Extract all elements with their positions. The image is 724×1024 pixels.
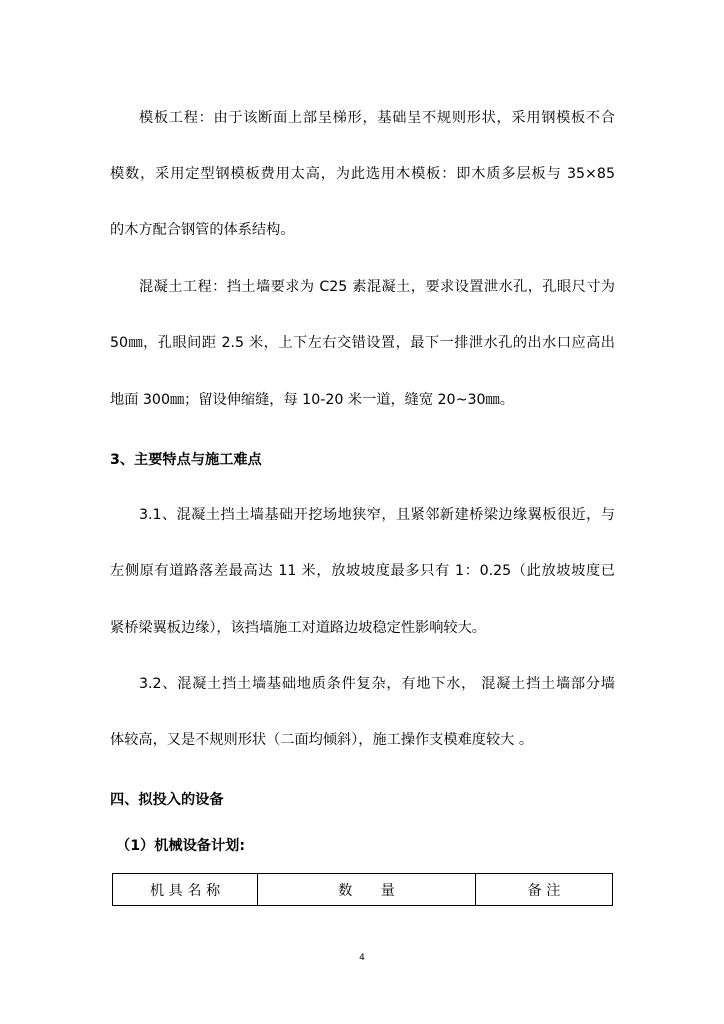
section3-p32-line-2: 体较高，又是不规则形状（二面均倾斜），施工操作支模难度较大 。 — [110, 732, 534, 748]
equipment-plan-subheading: （1）机械设备计划: — [116, 838, 246, 854]
section3-p31-line-2: 左侧原有道路落差最高达 11 米，放坡坡度最多只有 1：0.25（此放坡坡度已 — [110, 563, 615, 579]
section3-p31-line-3: 紧桥梁翼板边缘），该挡墙施工对道路边坡稳定性影响较大。 — [110, 620, 486, 636]
quantity-header: 数 量 — [258, 874, 476, 906]
section4-heading: 四、拟投入的设备 — [110, 792, 224, 808]
equipment-name-header: 机 具 名 称 — [113, 874, 258, 906]
concrete-line-2: 50㎜，孔眼间距 2.5 米，上下左右交错设置，最下一排泄水孔的出水口应高出 — [110, 335, 615, 351]
concrete-line-1: 混凝土工程：挡土墙要求为 C25 素混凝土，要求设置泄水孔，孔眼尺寸为 — [139, 279, 615, 295]
page-number: 4 — [359, 953, 365, 963]
section3-heading: 3、主要特点与施工难点 — [110, 452, 262, 468]
concrete-line-3: 地面 300㎜；留设伸缩缝，每 10-20 米一道，缝宽 20~30㎜。 — [110, 392, 514, 408]
formwork-line-2: 模数，采用定型钢模板费用太高，为此选用木模板：即木质多层板与 35×85 — [110, 166, 615, 182]
remarks-header: 备 注 — [476, 874, 613, 906]
section3-p32-line-1: 3.2、混凝土挡土墙基础地质条件复杂，有地下水， 混凝土挡土墙部分墙 — [139, 676, 615, 692]
section3-p31-line-1: 3.1、混凝土挡土墙基础开挖场地狭窄，且紧邻新建桥梁边缘翼板很近，与 — [139, 507, 615, 523]
formwork-line-3: 的木方配合钢管的体系结构。 — [110, 222, 295, 238]
formwork-line-1: 模板工程：由于该断面上部呈梯形，基础呈不规则形状，采用钢模板不合 — [139, 110, 615, 126]
equipment-table-header-row — [113, 874, 613, 906]
equipment-table — [112, 873, 613, 906]
